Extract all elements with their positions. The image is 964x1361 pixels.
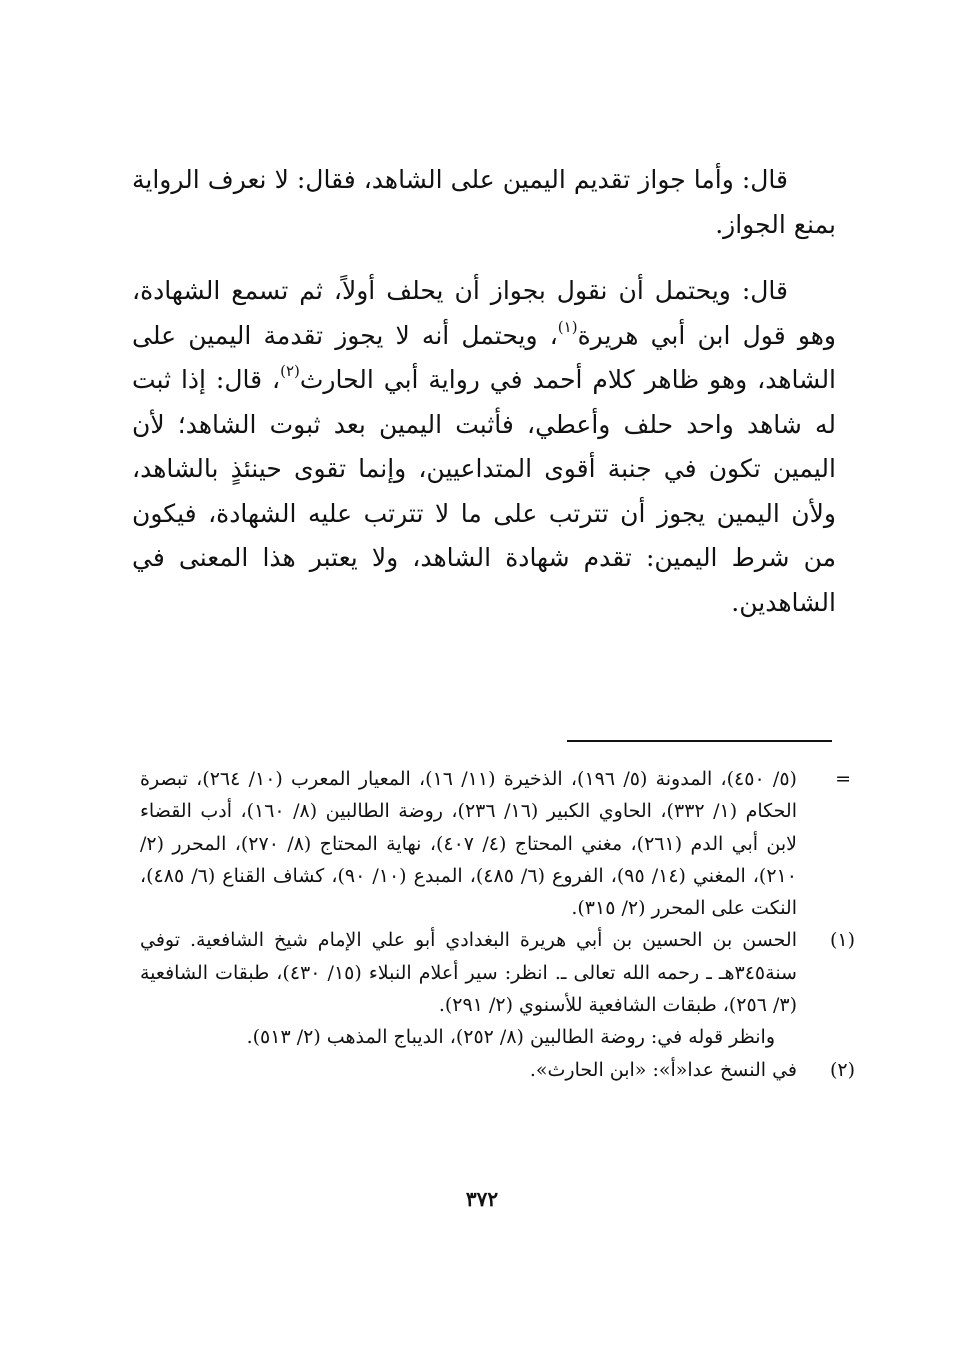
footnote	[140, 763, 855, 924]
paragraph-text: قال: ويحتمل أن نقول بجواز أن يحلف أولاً، ثم تسمع الشهادة، وهو قول ابن أبي هريرة	[132, 276, 836, 350]
footnote-reference: (١)	[557, 317, 578, 336]
footnote-text: (٥/ ٤٥٠)، المدونة (٥/ ١٩٦)، الذخيرة (١١/ ١٦)، المعيار المعرب (١٠/ ٢٦٤)، تبصرة الحكام (١/ ٣٣٢)، الحاوي الكبير (١٦/ ٢٣٦)، روضة الطالبين (٨/ ١٦٠)، أدب القضاء لابن أبي الدم (٢٦١)، مغني المحتاج (٤/ ٤٠٧)، نهاية المحتاج (٨/ ٢٧٠)، المحرر (٢/ ٢١٠)، المغني (١٤/ ٩٥)، الفروع (٦/ ٤٨٥)، المبدع (١٠/ ٩٠)، كشاف القناع (٦/ ٤٨٥)، النكت على المحرر (٢/ ٣١٥).	[140, 768, 797, 920]
page-number: ٣٧٢	[465, 1187, 499, 1211]
paragraph: قال: وأما جواز تقديم اليمين على الشاهد، فقال: لا نعرف الرواية بمنع الجواز.	[132, 165, 836, 239]
main-text	[132, 158, 836, 625]
footnote-marker: =	[835, 768, 851, 790]
footnote-separator	[567, 740, 832, 742]
paragraph	[132, 269, 836, 625]
footnote	[140, 1054, 855, 1086]
footnote-text: وانظر قوله في: روضة الطالبين (٨/ ٢٥٢)، الديباج المذهب (٢/ ٥١٣).	[246, 1026, 775, 1049]
footnote-text: في النسخ عدا«أ»: «ابن الحارث».	[529, 1058, 797, 1081]
paragraph-text: ، قال: إذا ثبت له شاهد واحد حلف وأعطي، فأثبت اليمين بعد ثبوت الشاهد؛ لأن اليمين تكون في جنبة أقوى المتداعيين، وإنما تقوى حينئذٍ بالشاهد، ولأن اليمين يجوز أن تترتب على ما لا تترتب عليه الشهادة، فيكون من شرط اليمين: تقدم شهادة الشاهد، ولا يعتبر هذا المعنى في الشاهدين.	[132, 365, 836, 617]
footnote-marker: (٢)	[829, 1058, 855, 1081]
footnotes	[140, 763, 855, 1086]
footnote-reference: (٢)	[280, 362, 300, 380]
paragraph-text: ، ويحتمل أنه لا يجوز تقدمة اليمين على الشاهد، وهو ظاهر كلام أحمد في رواية أبي الحارث	[132, 320, 837, 394]
footnote-text: الحسن بن الحسين بن أبي هريرة البغدادي أبو علي الإمام شيخ الشافعية. توفي سنة٣٤٥هـ ـ رحمه الله تعالى ـ. انظر: سير أعلام النبلاء (١٥/ ٤٣٠)، طبقات الشافعية (٣/ ٢٥٦)، طبقات الشافعية للأسنوي (٢/ ٢٩١).	[140, 929, 797, 1017]
footnote-marker: (١)	[829, 929, 855, 952]
footnote	[140, 924, 855, 1053]
